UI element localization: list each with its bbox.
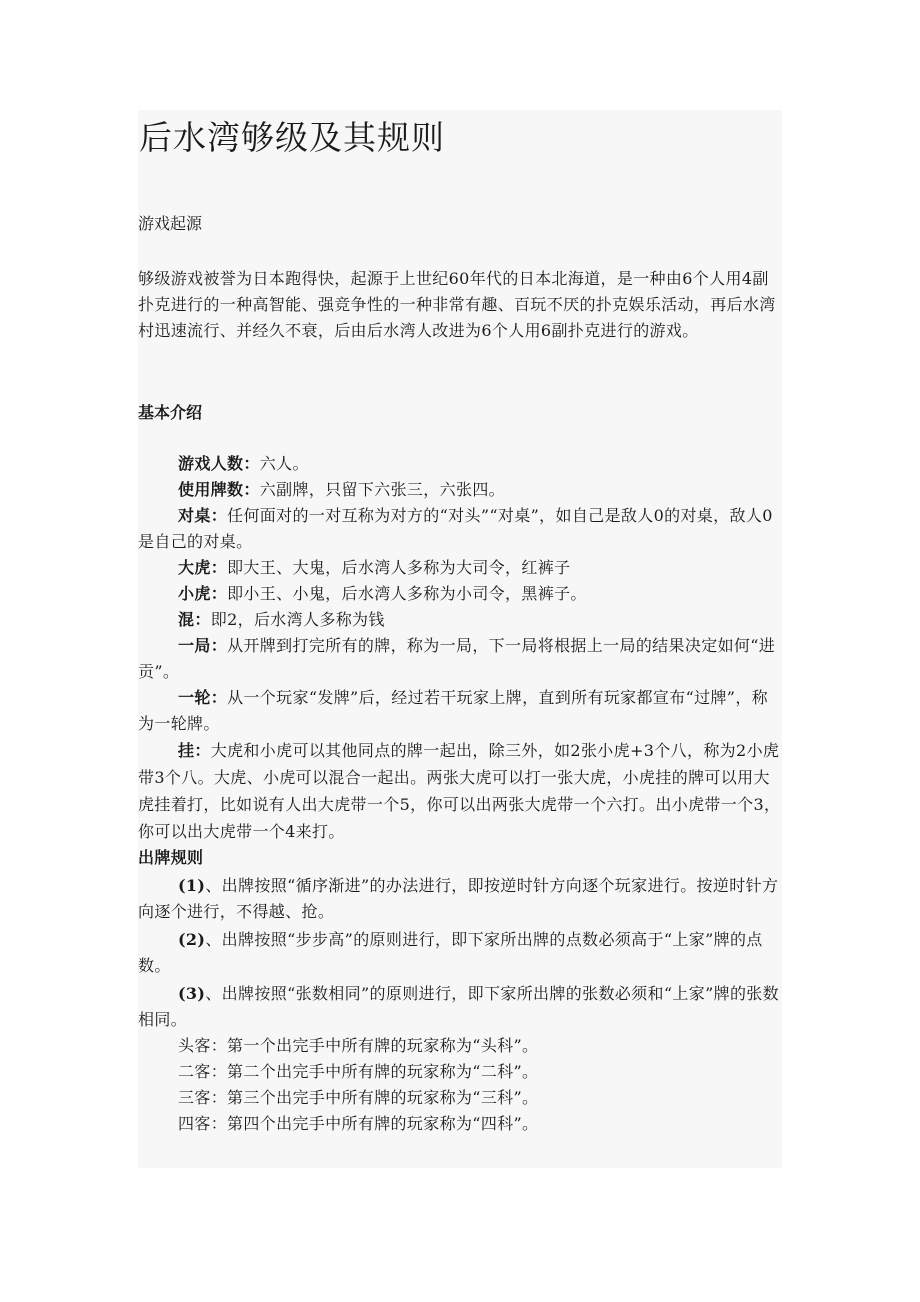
section-heading-origin: 游戏起源 bbox=[138, 214, 203, 233]
definition-text: 大虎和小虎可以其他同点的牌一起出，除三外，如2张小虎+3个八，称为2小虎带3个八。大虎、小虎可以混合一起出。两张大虎可以打一张大虎，小虎挂的牌可以用大虎挂着打，比如说有人出大虎带一个5，你可以出两张大虎带一个六打。出小虎带一个3，你可以出大虎带一个4来打。 bbox=[138, 741, 781, 841]
rank-item: 三客：第三个出完手中所有牌的玩家称为“三科”。 bbox=[178, 1088, 539, 1107]
section-heading-intro: 基本介绍 bbox=[138, 403, 203, 422]
definition-item: 一局：从开牌到打完所有的牌，称为一局，下一局将根据上一局的结果决定如何“进贡”。 bbox=[138, 636, 776, 681]
definition-text: 六人。 bbox=[259, 454, 309, 473]
section-heading-rules: 出牌规则 bbox=[138, 848, 204, 867]
intro-and-rules-list bbox=[138, 451, 782, 1137]
definition-text: 六副牌，只留下六张三，六张四。 bbox=[259, 480, 506, 499]
rank-item: 二客：第二个出完手中所有牌的玩家称为“二科”。 bbox=[178, 1062, 539, 1081]
origin-paragraph: 够级游戏被誉为日本跑得快，起源于上世纪60年代的日本北海道，是一种由6个人用4副扑克进行的一种高智能、强竞争性的一种非常有趣、百玩不厌的扑克娱乐活动，再后水湾村迅速流行、并经久不衰，后由后水湾人改进为6个人用6副扑克进行的游戏。 bbox=[138, 269, 776, 340]
definition-item: 使用牌数：六副牌，只留下六张三，六张四。 bbox=[178, 480, 506, 499]
definition-term: 使用牌数 bbox=[178, 480, 244, 499]
definition-term: 混 bbox=[178, 610, 195, 629]
rule-number: (2) bbox=[178, 930, 206, 949]
definition-item: 游戏人数：六人。 bbox=[178, 454, 309, 473]
rule-item bbox=[138, 927, 782, 979]
definition-term: 一局 bbox=[178, 636, 211, 655]
definition-term: 一轮 bbox=[178, 688, 211, 707]
definition-term: 游戏人数 bbox=[178, 454, 244, 473]
definition-text: 从一个玩家“发牌”后，经过若干玩家上牌，直到所有玩家都宣布“过牌”，称为一轮牌。 bbox=[138, 688, 769, 733]
definition-term: 大虎 bbox=[178, 558, 211, 577]
definition-text: 即大王、大鬼，后水湾人多称为大司令，红裤子 bbox=[227, 558, 571, 577]
definition-item: 一轮：从一个玩家“发牌”后，经过若干玩家上牌，直到所有玩家都宣布“过牌”，称为一轮牌。 bbox=[138, 688, 769, 733]
definition-item: 小虎：即小王、小鬼，后水湾人多称为小司令，黑裤子。 bbox=[178, 584, 587, 603]
definition-term: 对桌 bbox=[178, 506, 211, 525]
definition-item: 混：即2，后水湾人多称为钱 bbox=[178, 610, 385, 629]
document-page bbox=[138, 110, 782, 1168]
rule-number: (1) bbox=[178, 876, 206, 895]
definition-text: 任何面对的一对互称为对方的“对头”“对桌”，如自己是敌人0的对桌，敌人0是自己的对桌。 bbox=[138, 506, 773, 551]
definition-text: 即2，后水湾人多称为钱 bbox=[210, 610, 385, 629]
rule-text: 、出牌按照“循序渐进”的办法进行，即按逆时针方向逐个玩家进行。按逆时针方向逐个进行，不得越、抢。 bbox=[138, 876, 779, 921]
document-title: 后水湾够级及其规则 bbox=[139, 118, 445, 157]
definition-item: 挂：大虎和小虎可以其他同点的牌一起出，除三外，如2张小虎+3个八，称为2小虎带3个八。大虎、小虎可以混合一起出。两张大虎可以打一张大虎，小虎挂的牌可以用大虎挂着打，比如说有人出大虎带一个5，你可以出两张大虎带一个六打。出小虎带一个3，你可以出大虎带一个4来打。 bbox=[138, 741, 781, 841]
rank-item: 四客：第四个出完手中所有牌的玩家称为“四科”。 bbox=[178, 1114, 539, 1133]
definition-term: 挂 bbox=[178, 741, 195, 760]
definition-term: 小虎 bbox=[178, 584, 211, 603]
definition-item: 大虎：即大王、大鬼，后水湾人多称为大司令，红裤子 bbox=[178, 558, 571, 577]
rule-number: (3) bbox=[178, 984, 206, 1003]
rule-text: 、出牌按照“张数相同”的原则进行，即下家所出牌的张数必须和“上家”牌的张数相同。 bbox=[138, 984, 779, 1029]
definition-item: 对桌：任何面对的一对互称为对方的“对头”“对桌”，如自己是敌人0的对桌，敌人0是自己的对桌。 bbox=[138, 506, 773, 551]
rule-text: 、出牌按照“步步高”的原则进行，即下家所出牌的点数必须高于“上家”牌的点数。 bbox=[138, 930, 763, 975]
definition-text: 从开牌到打完所有的牌，称为一局，下一局将根据上一局的结果决定如何“进贡”。 bbox=[138, 636, 776, 681]
rule-item bbox=[138, 981, 782, 1033]
rank-item: 头客：第一个出完手中所有牌的玩家称为“头科”。 bbox=[178, 1036, 539, 1055]
definition-text: 即小王、小鬼，后水湾人多称为小司令，黑裤子。 bbox=[227, 584, 587, 603]
rule-item bbox=[138, 873, 782, 925]
